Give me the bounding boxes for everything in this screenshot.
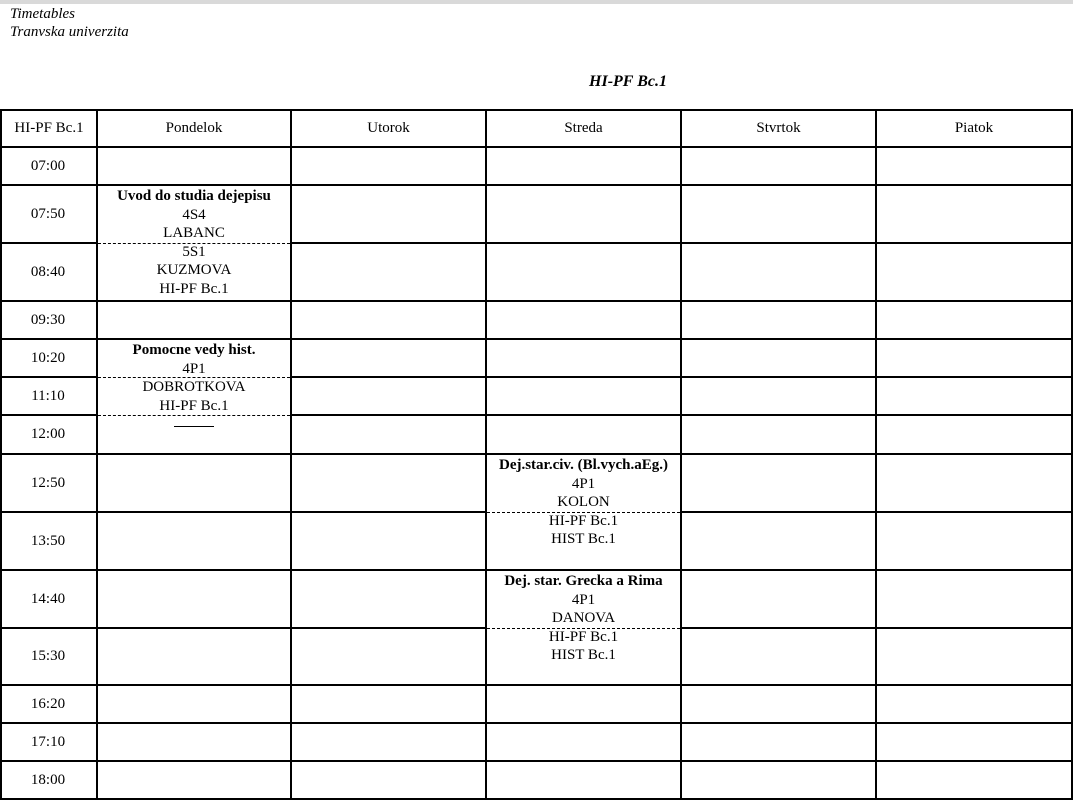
grid-line	[0, 760, 1073, 762]
time-cell: 13:50	[30, 532, 66, 549]
course-group: HI-PF Bc.1	[159, 280, 229, 297]
time-cell: 12:00	[30, 426, 66, 442]
time-cell: 08:40	[30, 263, 66, 280]
course-title: Dej.star.civ. (Bl.vych.aEg.)	[498, 457, 668, 473]
grid-line	[680, 109, 682, 800]
time-cell: 07:50	[30, 205, 66, 222]
course-room: 4S4	[182, 206, 206, 223]
course-teacher: KUZMOVA	[156, 262, 232, 278]
grid-line	[0, 569, 1073, 571]
grid-line	[0, 146, 1073, 148]
corner-header: HI-PF Bc.1	[14, 120, 84, 136]
course-room: 5S1	[182, 243, 206, 260]
day-header-piatok: Piatok	[954, 120, 994, 136]
day-header-utorok: Utorok	[367, 120, 410, 136]
time-cell: 14:40	[30, 590, 66, 607]
grid-line	[485, 109, 487, 800]
grid-line	[0, 338, 1073, 340]
grid-line	[290, 109, 292, 800]
time-cell: 15:30	[30, 648, 66, 664]
grid-line	[875, 109, 877, 800]
header-line-1: Timetables	[10, 6, 76, 22]
grid-line	[0, 300, 1073, 302]
course-title: Uvod do studia dejepisu	[117, 188, 271, 204]
course-block[interactable]	[487, 572, 680, 665]
time-cell: 16:20	[30, 695, 66, 712]
course-teacher: KOLON	[557, 494, 610, 510]
page-title: HI-PF Bc.1	[589, 73, 667, 90]
day-header-streda: Streda	[564, 120, 603, 136]
course-title: Dej. star. Grecka a Rima	[504, 573, 663, 589]
course-group: HI-PF Bc.1	[548, 628, 619, 645]
course-title: Pomocne vedy hist.	[132, 342, 256, 358]
time-cell: 11:10	[31, 387, 65, 404]
course-group: HIST Bc.1	[551, 647, 616, 663]
time-cell: 12:50	[30, 474, 66, 491]
day-header-stvrtok: Stvrtok	[756, 120, 801, 136]
course-block[interactable]	[98, 341, 290, 427]
grid-line	[0, 684, 1073, 686]
course-room: 4P1	[571, 475, 596, 492]
course-room: 4P1	[182, 360, 206, 377]
course-room: 4P1	[571, 591, 596, 608]
course-group: HIST Bc.1	[551, 531, 616, 547]
time-cell: 17:10	[30, 733, 66, 750]
course-group: HI-PF Bc.1	[159, 397, 229, 414]
course-teacher: DANOVA	[551, 610, 616, 626]
grid-line	[0, 453, 1073, 455]
time-cell: 10:20	[30, 349, 66, 366]
grid-line	[0, 184, 1073, 186]
header-line-2: Tranvska univerzita	[10, 24, 129, 40]
course-group: HI-PF Bc.1	[548, 512, 619, 529]
course-block[interactable]	[98, 187, 290, 298]
day-header-pondelok: Pondelok	[165, 120, 223, 136]
course-teacher: LABANC	[163, 225, 225, 241]
course-teacher: DOBROTKOVA	[142, 379, 246, 395]
time-cell: 09:30	[30, 311, 66, 328]
time-cell: 18:00	[30, 771, 66, 788]
course-block[interactable]	[487, 456, 680, 549]
grid-line	[0, 722, 1073, 724]
time-cell: 07:00	[30, 157, 66, 174]
continuation-line	[174, 426, 214, 427]
